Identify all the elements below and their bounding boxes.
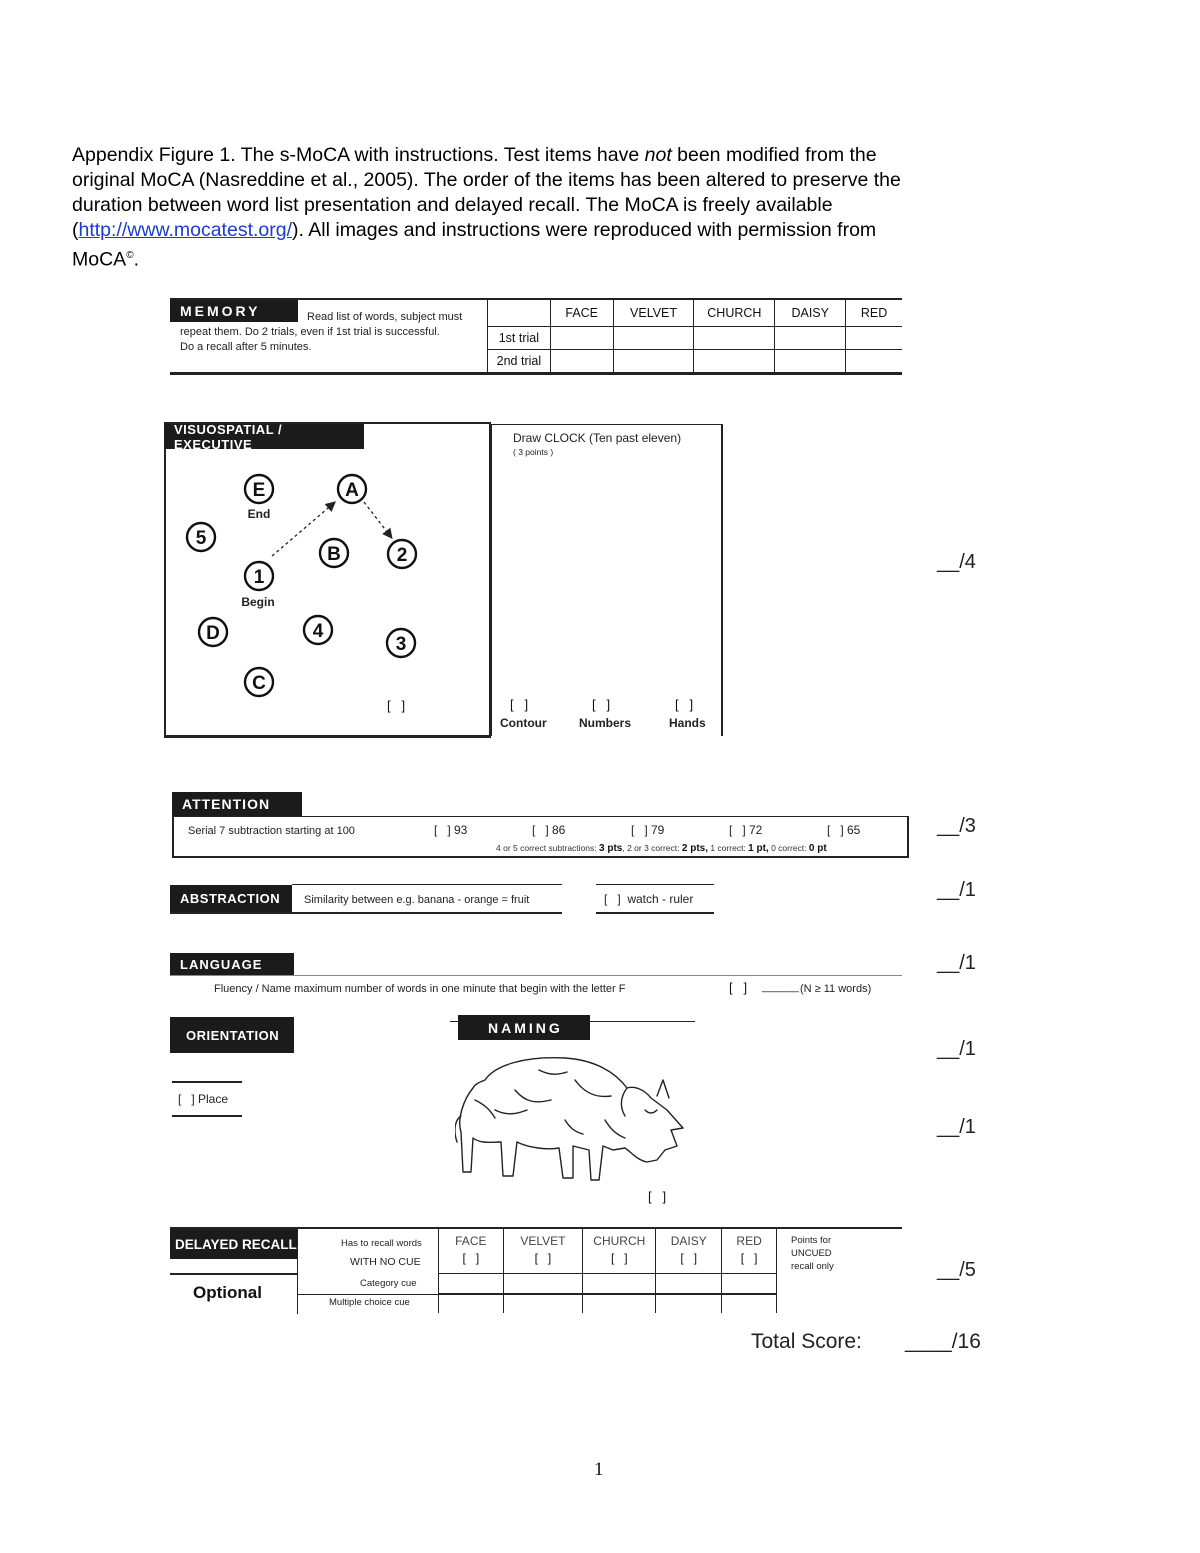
trial-1-label: 1st trial (488, 326, 551, 349)
abstraction-title: ABSTRACTION (170, 885, 292, 912)
recall-word-cell (722, 1229, 777, 1273)
memory-title: MEMORY (170, 300, 298, 322)
contour-checkbox[interactable]: [ ] (510, 697, 529, 712)
attention-scoring (496, 843, 827, 854)
recall-checkbox[interactable]: [ ] (740, 1251, 758, 1265)
attention-instruction: Serial 7 subtraction starting at 100 (188, 825, 355, 837)
trail-node: 5 (195, 528, 207, 549)
trail-node: 1 (253, 567, 265, 588)
delayed-recall-table (438, 1229, 777, 1313)
trial-cell[interactable] (775, 349, 846, 373)
caption-text: ). All images and instructions were reproduced with permission from (292, 219, 877, 241)
total-score-label: Total Score: (751, 1330, 862, 1353)
recall-cell[interactable] (503, 1273, 583, 1293)
category-cue-label: Category cue (360, 1278, 417, 1289)
recall-word: VELVET (520, 1234, 566, 1248)
caption-text: . (133, 248, 139, 271)
recall-word-cell (583, 1229, 656, 1273)
recall-checkbox[interactable]: [ ] (610, 1251, 628, 1265)
scoring-text: 4 or 5 correct subtractions: (496, 843, 599, 853)
fluency-criterion: (N ≥ 11 words) (800, 983, 872, 995)
memory-trials-table (487, 300, 902, 373)
recall-checkbox[interactable]: [ ] (680, 1251, 698, 1265)
trail-node: D (206, 623, 220, 644)
naming-checkbox[interactable]: [ ] (648, 1189, 667, 1204)
naming-title: NAMING (458, 1015, 590, 1040)
recall-cell[interactable] (503, 1293, 583, 1313)
scoring-bold: 1 pt, (748, 843, 769, 854)
trial-cell[interactable] (550, 326, 613, 349)
naming-score: __/1 (937, 1116, 976, 1138)
rhinoceros-image (455, 1050, 695, 1190)
contour-label: Contour (500, 716, 547, 730)
serial7-item[interactable]: [ ] 72 (729, 823, 763, 837)
clock-instruction: Draw CLOCK (Ten past eleven) (513, 431, 682, 445)
recall-cell[interactable] (583, 1293, 656, 1313)
orientation-score: __/1 (937, 1038, 976, 1060)
trial-cell[interactable] (775, 326, 846, 349)
numbers-label: Numbers (579, 716, 632, 730)
orientation-title: ORIENTATION (170, 1017, 294, 1053)
recall-word-cell (656, 1229, 722, 1273)
trail-node: B (327, 544, 341, 565)
total-score-value: ____/16 (905, 1330, 981, 1353)
scoring-bold: 0 pt (808, 843, 827, 854)
place-item[interactable]: [ ] Place (178, 1092, 229, 1106)
hands-label: Hands (669, 716, 706, 730)
trail-making-diagram (164, 450, 464, 710)
caption-text: MoCA (72, 248, 127, 271)
recall-word-cell (503, 1229, 583, 1273)
recall-cell[interactable] (722, 1273, 777, 1293)
clock-panel (491, 424, 723, 736)
recall-cell[interactable] (439, 1293, 504, 1313)
recall-word: FACE (455, 1234, 487, 1248)
attention-title: ATTENTION (172, 792, 302, 816)
recall-instruction: Has to recall words (341, 1238, 422, 1249)
memory-word: FACE (550, 300, 613, 326)
trial-2-label: 2nd trial (488, 349, 551, 373)
trial-cell[interactable] (846, 349, 902, 373)
abstraction-item[interactable]: [ ] watch - ruler (604, 892, 694, 906)
trail-node: C (252, 673, 266, 694)
points-note-line: UNCUED (791, 1248, 832, 1259)
memory-word: VELVET (613, 300, 694, 326)
recall-checkbox[interactable]: [ ] (534, 1251, 552, 1265)
caption-emphasis: not (644, 144, 672, 166)
copyright-mark: © (126, 250, 134, 261)
recall-word-cell (439, 1229, 504, 1273)
figure-caption (72, 143, 1012, 273)
memory-word: CHURCH (694, 300, 775, 326)
trail-node: 4 (312, 621, 324, 642)
trial-cell[interactable] (613, 349, 694, 373)
memory-instruction: repeat them. Do 2 trials, even if 1st trial is successful. (180, 326, 440, 338)
serial7-item[interactable]: [ ] 93 (434, 823, 468, 837)
visuospatial-title: VISUOSPATIAL / EXECUTIVE (164, 424, 364, 449)
scoring-bold: 2 pts, (681, 843, 708, 854)
recall-cell[interactable] (583, 1273, 656, 1293)
optional-label: Optional (193, 1283, 262, 1302)
scoring-text: 1 correct: (708, 843, 749, 853)
trail-node: E (252, 480, 266, 501)
attention-score: __/3 (937, 815, 976, 837)
points-note-line: recall only (791, 1261, 834, 1272)
caption-text: ( (72, 219, 79, 241)
serial7-item[interactable]: [ ] 79 (631, 823, 665, 837)
memory-word: DAISY (775, 300, 846, 326)
trial-cell[interactable] (613, 326, 694, 349)
language-title: LANGUAGE (170, 953, 294, 975)
fluency-checkbox[interactable]: [ ] (729, 980, 748, 995)
memory-word: RED (846, 300, 902, 326)
delayed-recall-title: DELAYED RECALL (170, 1229, 297, 1259)
numbers-checkbox[interactable]: [ ] (592, 697, 611, 712)
begin-label: Begin (241, 595, 275, 609)
scoring-text: 0 correct: (768, 843, 809, 853)
caption-text: duration between word list presentation and delayed recall. The MoCA is freely available (72, 194, 833, 216)
trail-node: A (345, 480, 359, 501)
recall-instruction-no-cue: WITH NO CUE (350, 1256, 421, 1268)
memory-instruction: Do a recall after 5 minutes. (180, 341, 312, 353)
hands-checkbox[interactable]: [ ] (675, 697, 694, 712)
visuospatial-score: __/4 (937, 551, 976, 573)
recall-cell[interactable] (439, 1273, 504, 1293)
mocatest-link[interactable]: http://www.mocatest.org/ (78, 219, 293, 241)
recall-cell[interactable] (656, 1293, 722, 1313)
points-note-line: Points for (791, 1235, 832, 1246)
trial-cell[interactable] (846, 326, 902, 349)
recall-cell[interactable] (722, 1293, 777, 1313)
recall-checkbox[interactable]: [ ] (462, 1251, 480, 1265)
delayed-recall-score: __/5 (937, 1259, 976, 1281)
recall-word: RED (736, 1234, 762, 1248)
trial-cell[interactable] (694, 349, 775, 373)
fluency-blank[interactable]: ______ (762, 981, 799, 993)
language-score: __/1 (937, 952, 976, 974)
language-instruction: Fluency / Name maximum number of words in one minute that begin with the letter F (214, 983, 626, 995)
caption-text: Appendix Figure 1. The s-MoCA with instructions. Test items have (72, 144, 645, 166)
serial7-item[interactable]: [ ] 86 (532, 823, 566, 837)
abstraction-score: __/1 (937, 879, 976, 901)
trial-cell[interactable] (550, 349, 613, 373)
recall-word: CHURCH (593, 1234, 646, 1248)
page-number: 1 (594, 1459, 604, 1480)
recall-cell[interactable] (656, 1273, 722, 1293)
abstraction-instruction: Similarity between e.g. banana - orange = fruit (304, 894, 530, 906)
caption-text: been modified from the (671, 144, 877, 166)
memory-instruction: Read list of words, subject must (307, 311, 463, 323)
recall-word: DAISY (670, 1234, 707, 1248)
trail-node: 2 (396, 545, 408, 566)
scoring-bold: 3 pts (599, 843, 623, 854)
trail-checkbox[interactable]: [ ] (387, 698, 406, 713)
clock-points: ( 3 points ) (513, 447, 554, 457)
scoring-text: , 2 or 3 correct: (622, 843, 682, 853)
serial7-item[interactable]: [ ] 65 (827, 823, 861, 837)
trial-cell[interactable] (694, 326, 775, 349)
trail-node: 3 (395, 634, 407, 655)
caption-text: original MoCA (Nasreddine et al., 2005). The order of the items has been altered to preserve the (72, 169, 901, 191)
end-label: End (247, 507, 271, 521)
multiple-choice-cue-label: Multiple choice cue (329, 1297, 410, 1308)
points-note (791, 1234, 834, 1273)
